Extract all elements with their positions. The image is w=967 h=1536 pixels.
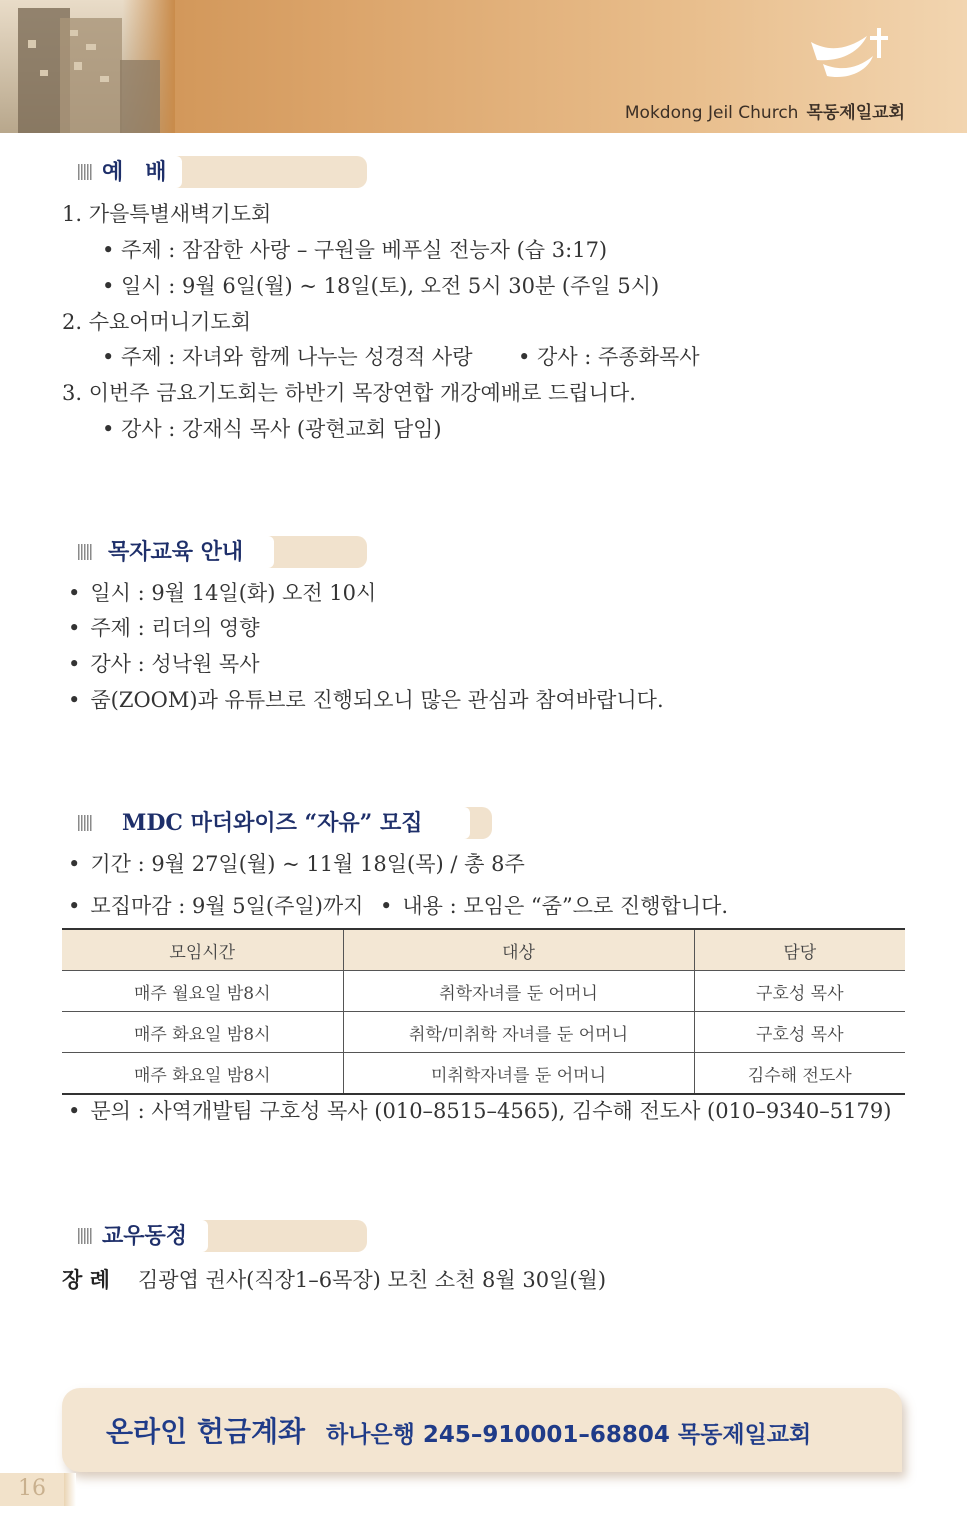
section-title: MDC 마더와이즈 “자유” 모집 <box>122 810 423 836</box>
church-logo-icon <box>807 22 897 84</box>
page-number-edge <box>64 1473 76 1506</box>
page-number: 16 <box>18 1476 46 1501</box>
table-cell: 김수해 전도사 <box>694 1053 905 1095</box>
list-item: • 일시 : 9월 14일(화) 오전 10시 <box>68 579 376 607</box>
news-label: 장 례 <box>62 1267 110 1292</box>
table-cell: 취학/미취학 자녀를 둔 어머니 <box>343 1012 694 1053</box>
table-cell: 미취학자녀를 둔 어머니 <box>343 1053 694 1095</box>
table-cell: 매주 월요일 밤8시 <box>62 971 343 1012</box>
table-header-row <box>62 929 905 971</box>
column-header: 담당 <box>694 929 905 971</box>
table-row <box>62 1012 905 1053</box>
section-stripes-icon <box>78 815 92 831</box>
column-header: 대상 <box>343 929 694 971</box>
table-cell: 취학자녀를 둔 어머니 <box>343 971 694 1012</box>
section-title: 목자교육 안내 <box>108 539 244 565</box>
section-pastor-edu-header <box>62 536 367 568</box>
table-row <box>62 1053 905 1095</box>
worship-line: • 일시 : 9월 6일(월) ~ 18일(토), 오전 5시 30분 (주일 5시) <box>102 274 660 298</box>
table-cell: 매주 화요일 밤8시 <box>62 1053 343 1095</box>
news-text: 김광엽 권사(직장1–6목장) 모친 소천 8월 30일(월) <box>138 1268 607 1292</box>
church-building-photo <box>0 0 175 133</box>
table-row <box>62 971 905 1012</box>
section-mdc-header <box>62 807 492 839</box>
list-item: • 모집마감 : 9월 5일(주일)까지 <box>68 892 363 920</box>
section-stripes-icon <box>78 544 92 560</box>
section-stripes-icon <box>78 1228 92 1244</box>
section-worship-header <box>62 156 367 188</box>
page-number-box <box>0 1473 64 1506</box>
list-item: • 강사 : 성낙원 목사 <box>68 650 260 678</box>
column-header: 모임시간 <box>62 929 343 971</box>
section-stripes-icon <box>78 164 92 180</box>
brand-english: Mokdong Jeil Church <box>624 103 799 123</box>
worship-line: 2. 수요어머니기도회 <box>62 310 251 334</box>
worship-line: • 강사 : 강재식 목사 (광현교회 담임) <box>102 417 442 441</box>
table-cell: 구호성 목사 <box>694 1012 905 1053</box>
worship-line: • 주제 : 잠잠한 사랑 – 구원을 베푸실 전능자 (습 3:17) <box>102 238 608 262</box>
worship-line: • 강사 : 주종화목사 <box>518 345 700 369</box>
bank-account: 하나은행 245–910001–68804 목동제일교회 <box>326 1422 812 1448</box>
page-header <box>0 0 967 133</box>
section-news-header <box>62 1220 367 1252</box>
worship-line: • 주제 : 자녀와 함께 나누는 성경적 사랑 <box>102 345 473 369</box>
section-title: 교우동정 <box>102 1223 188 1249</box>
section-title: 예 배 <box>102 159 167 185</box>
worship-line: 3. 이번주 금요기도회는 하반기 목장연합 개강예배로 드립니다. <box>62 381 636 405</box>
table-cell: 매주 화요일 밤8시 <box>62 1012 343 1053</box>
brand-korean: 목동제일교회 <box>806 103 905 123</box>
list-item: • 주제 : 리더의 영향 <box>68 614 260 642</box>
worship-line: 1. 가을특별새벽기도회 <box>62 202 272 226</box>
list-item: • 기간 : 9월 27일(월) ~ 11월 18일(목) / 총 8주 <box>68 850 525 878</box>
contact-info: • 문의 : 사역개발팀 구호성 목사 (010–8515–4565), 김수해 전도사 (010–9340–5179) <box>68 1097 891 1125</box>
mdc-schedule-table <box>62 928 905 1095</box>
table-cell: 구호성 목사 <box>694 971 905 1012</box>
church-brand <box>625 98 905 123</box>
banner-title: 온라인 헌금계좌 <box>106 1415 306 1448</box>
list-item: • 내용 : 모임은 “줌”으로 진행합니다. <box>380 892 728 920</box>
offering-account-banner <box>62 1388 902 1472</box>
list-item: • 줌(ZOOM)과 유튜브로 진행되오니 많은 관심과 참여바랍니다. <box>68 686 664 714</box>
